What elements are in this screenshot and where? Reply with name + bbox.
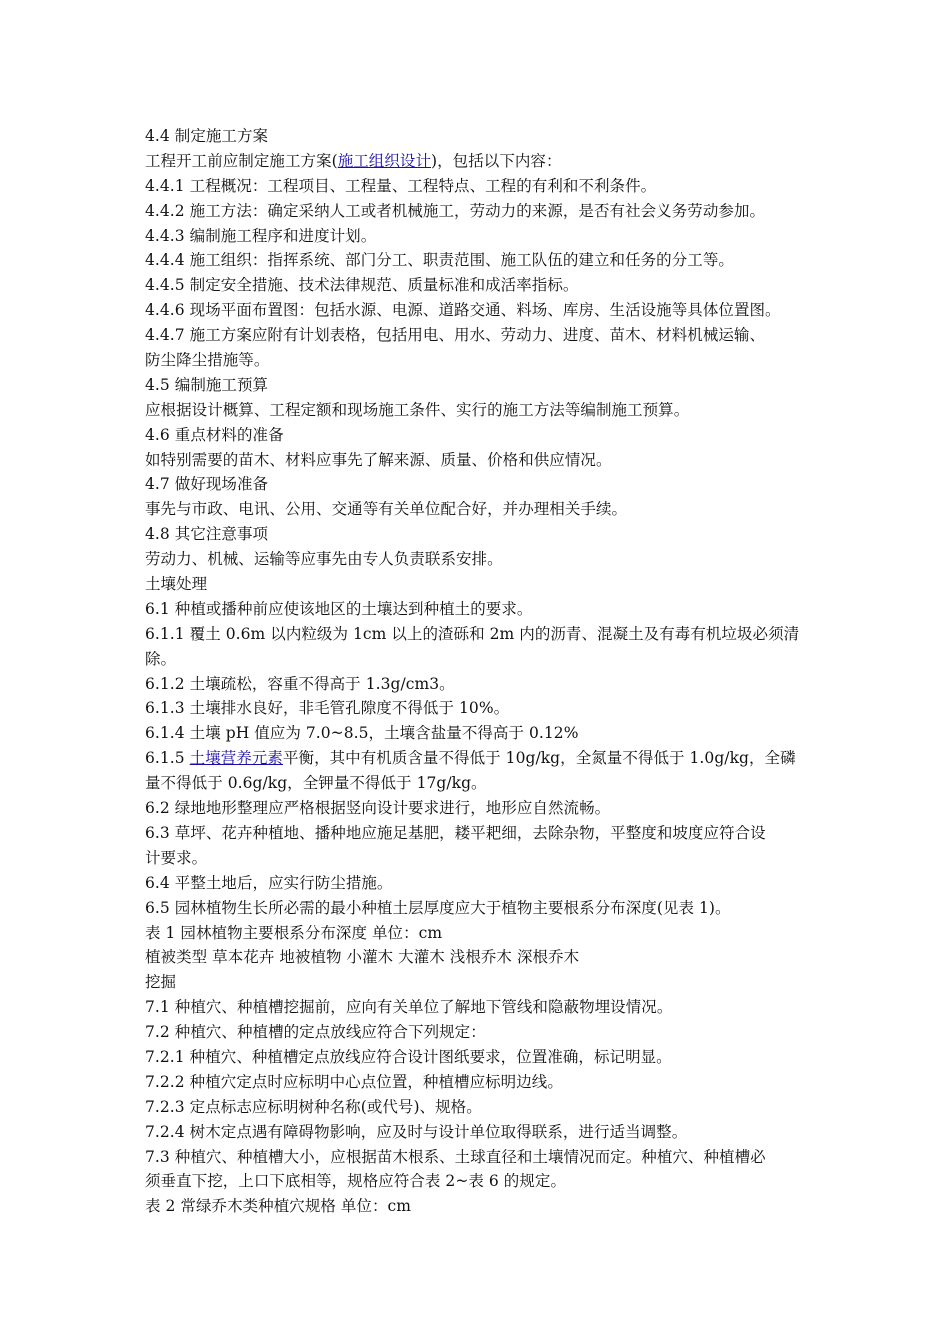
text-line xyxy=(145,124,817,149)
text-run: 工程开工前应制定施工方案( xyxy=(145,151,338,170)
text-run: 计要求。 xyxy=(145,848,208,867)
text-run: 事先与市政、电讯、公用、交通等有关单位配合好，并办理相关手续。 xyxy=(145,500,628,519)
text-run: 6.1.4 土壤 pH 值应为 7.0~8.5，土壤含盐量不得高于 0.12% xyxy=(145,724,579,743)
text-line xyxy=(145,373,817,398)
text-line xyxy=(145,1095,817,1120)
text-line xyxy=(145,572,817,597)
text-run: 挖掘 xyxy=(145,973,177,992)
text-run: 6.4 平整土地后，应实行防尘措施。 xyxy=(145,873,393,892)
text-line xyxy=(145,647,817,672)
text-run: 除。 xyxy=(145,649,177,668)
text-run: 7.1 种植穴、种植槽挖掘前，应向有关单位了解地下管线和隐蔽物埋设情况。 xyxy=(145,998,673,1017)
text-run: )，包括以下内容： xyxy=(431,151,562,170)
text-line xyxy=(145,871,817,896)
text-run: 6.1 种植或播种前应使该地区的土壤达到种植土的要求。 xyxy=(145,599,533,618)
text-line xyxy=(145,497,817,522)
text-line xyxy=(145,672,817,697)
text-line xyxy=(145,696,817,721)
text-line xyxy=(145,348,817,373)
text-line xyxy=(145,995,817,1020)
text-line xyxy=(145,921,817,946)
document-body xyxy=(145,124,817,1219)
text-line xyxy=(145,1145,817,1170)
text-run: 表 1 园林植物主要根系分布深度 单位：cm xyxy=(145,923,443,942)
text-line xyxy=(145,273,817,298)
text-line xyxy=(145,1120,817,1145)
text-line xyxy=(145,771,817,796)
text-run: 量不得低于 0.6g/kg，全钾量不得低于 17g/kg。 xyxy=(145,774,487,793)
text-line xyxy=(145,1045,817,1070)
text-run: 平衡，其中有机质含量不得低于 10g/kg，全氮量不得低于 1.0g/kg，全磷 xyxy=(282,749,796,768)
text-line xyxy=(145,821,817,846)
text-line xyxy=(145,448,817,473)
text-run: 7.2 种植穴、种植槽的定点放线应符合下列规定： xyxy=(145,1023,486,1042)
text-run: 7.2.4 树木定点遇有障碍物影响，应及时与设计单位取得联系，进行适当调整。 xyxy=(145,1122,688,1141)
text-line xyxy=(145,970,817,995)
text-line xyxy=(145,1194,817,1219)
text-line xyxy=(145,547,817,572)
text-line xyxy=(145,622,817,647)
text-run: 6.1.3 土壤排水良好，非毛管孔隙度不得低于 10%。 xyxy=(145,699,510,718)
text-line xyxy=(145,721,817,746)
text-run: 防尘降尘措施等。 xyxy=(145,351,270,370)
text-line xyxy=(145,423,817,448)
text-run: 7.3 种植穴、种植槽大小，应根据苗木根系、土球直径和土壤情况而定。种植穴、种植槽必 xyxy=(145,1147,766,1166)
text-run: 4.4.6 现场平面布置图：包括水源、电源、道路交通、料场、库房、生活设施等具体位置图。 xyxy=(145,301,781,320)
text-run: 6.2 绿地地形整理应严格根据竖向设计要求进行，地形应自然流畅。 xyxy=(145,799,611,818)
text-run: 4.4.3 编制施工程序和进度计划。 xyxy=(145,226,377,245)
text-line xyxy=(145,323,817,348)
text-run: 须垂直下挖，上口下底相等，规格应符合表 2~表 6 的规定。 xyxy=(145,1172,566,1191)
hyperlink[interactable]: 土壤营养元素 xyxy=(189,749,283,768)
text-run: 4.6 重点材料的准备 xyxy=(145,425,284,444)
text-line xyxy=(145,846,817,871)
text-line xyxy=(145,597,817,622)
text-line xyxy=(145,199,817,224)
text-run: 4.5 编制施工预算 xyxy=(145,375,269,394)
text-line xyxy=(145,398,817,423)
text-run: 6.5 园林植物生长所必需的最小种植土层厚度应大于植物主要根系分布深度(见表 1)。 xyxy=(145,898,731,917)
text-run: 如特别需要的苗木、材料应事先了解来源、质量、价格和供应情况。 xyxy=(145,450,612,469)
text-run: 7.2.1 种植穴、种植槽定点放线应符合设计图纸要求，位置准确，标记明显。 xyxy=(145,1047,672,1066)
text-run: 4.7 做好现场准备 xyxy=(145,475,269,494)
text-line xyxy=(145,1020,817,1045)
text-run: 植被类型 草本花卉 地被植物 小灌木 大灌木 浅根乔木 深根乔木 xyxy=(145,948,580,967)
text-run: 7.2.2 种植穴定点时应标明中心点位置，种植槽应标明边线。 xyxy=(145,1072,563,1091)
text-run: 6.1.5 xyxy=(145,749,190,768)
text-run: 6.3 草坪、花卉种植地、播种地应施足基肥，耧平耙细，去除杂物，平整度和坡度应符合设 xyxy=(145,823,766,842)
text-line xyxy=(145,1169,817,1194)
text-line xyxy=(145,298,817,323)
text-run: 7.2.3 定点标志应标明树种名称(或代号)、规格。 xyxy=(145,1097,482,1116)
text-run: 4.4.7 施工方案应附有计划表格，包括用电、用水、劳动力、进度、苗木、材料机械运输、 xyxy=(145,326,766,345)
text-run: 4.8 其它注意事项 xyxy=(145,525,269,544)
text-run: 4.4 制定施工方案 xyxy=(145,127,269,145)
text-line xyxy=(145,472,817,497)
text-line xyxy=(145,224,817,249)
text-run: 4.4.5 制定安全措施、技术法律规范、质量标准和成活率指标。 xyxy=(145,276,579,295)
text-line xyxy=(145,522,817,547)
text-run: 6.1.2 土壤疏松，容重不得高于 1.3g/cm3。 xyxy=(145,674,455,693)
text-run: 应根据设计概算、工程定额和现场施工条件、实行的施工方法等编制施工预算。 xyxy=(145,400,690,419)
text-line xyxy=(145,746,817,771)
text-run: 劳动力、机械、运输等应事先由专人负责联系安排。 xyxy=(145,550,503,569)
hyperlink[interactable]: 施工组织设计 xyxy=(337,151,432,170)
text-line xyxy=(145,1070,817,1095)
text-run: 4.4.1 工程概况：工程项目、工程量、工程特点、工程的有利和不利条件。 xyxy=(145,176,657,195)
text-line xyxy=(145,945,817,970)
text-run: 4.4.2 施工方法：确定采纳人工或者机械施工，劳动力的来源，是否有社会义务劳动参加。 xyxy=(145,201,766,220)
text-run: 表 2 常绿乔木类种植穴规格 单位：cm xyxy=(145,1197,412,1216)
text-line xyxy=(145,149,817,174)
text-line xyxy=(145,248,817,273)
text-run: 6.1.1 覆土 0.6m 以内粒级为 1cm 以上的渣砾和 2m 内的沥青、混凝土及有毒有机垃圾必须清 xyxy=(145,624,800,643)
text-run: 土壤处理 xyxy=(145,575,208,594)
text-line xyxy=(145,896,817,921)
text-line xyxy=(145,796,817,821)
text-run: 4.4.4 施工组织：指挥系统、部门分工、职责范围、施工队伍的建立和任务的分工等。 xyxy=(145,251,734,270)
text-line xyxy=(145,174,817,199)
